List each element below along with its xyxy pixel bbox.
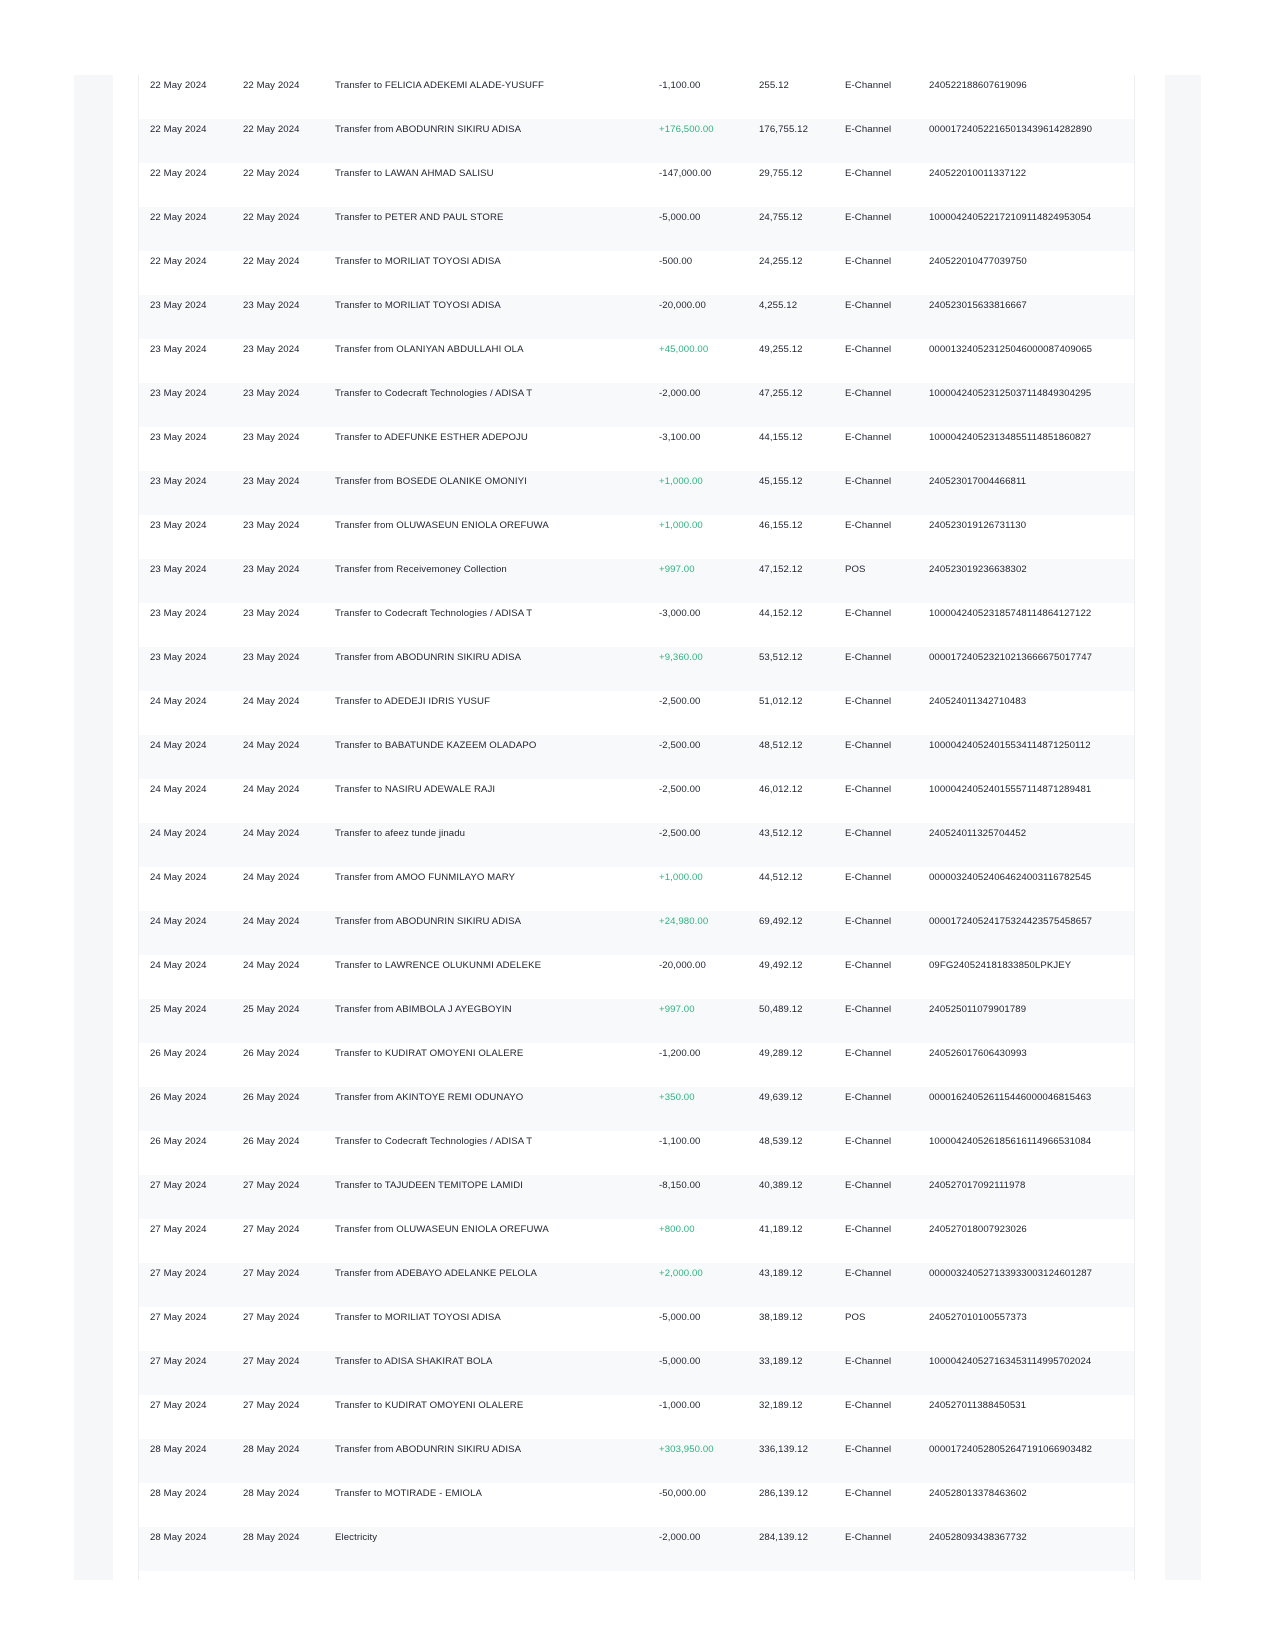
- description-cell: Transfer to MORILIAT TOYOSI ADISA: [335, 1312, 501, 1323]
- balance-cell: 255.12: [759, 80, 789, 91]
- value-date-cell: 22 May 2024: [243, 256, 300, 267]
- transaction-date-cell: 27 May 2024: [150, 1224, 207, 1235]
- amount-cell: -2,000.00: [659, 1532, 701, 1543]
- value-date-cell: 22 May 2024: [243, 124, 300, 135]
- value-date-cell: 23 May 2024: [243, 388, 300, 399]
- description-cell: Transfer from BOSEDE OLANIKE OMONIYI: [335, 476, 527, 487]
- description-cell: Transfer to Codecraft Technologies / ADISA T: [335, 1136, 533, 1147]
- description-cell: Transfer from OLUWASEUN ENIOLA OREFUWA: [335, 1224, 549, 1235]
- amount-cell: +997.00: [659, 1004, 695, 1015]
- transaction-date-cell: 24 May 2024: [150, 872, 207, 883]
- description-cell: Transfer to FELICIA ADEKEMI ALADE-YUSUFF: [335, 80, 544, 91]
- transaction-date-cell: 23 May 2024: [150, 652, 207, 663]
- channel-cell: E-Channel: [845, 80, 892, 91]
- value-date-cell: 22 May 2024: [243, 80, 300, 91]
- table-row: [139, 559, 1134, 603]
- description-cell: Transfer from ABODUNRIN SIKIRU ADISA: [335, 124, 522, 135]
- amount-cell: +1,000.00: [659, 872, 703, 883]
- reference-cell: 000017240522165013439614282890: [929, 124, 1093, 135]
- channel-cell: E-Channel: [845, 476, 892, 487]
- table-row: [139, 999, 1134, 1043]
- value-date-cell: 24 May 2024: [243, 696, 300, 707]
- channel-cell: E-Channel: [845, 520, 892, 531]
- channel-cell: E-Channel: [845, 872, 892, 883]
- balance-cell: 48,539.12: [759, 1136, 803, 1147]
- balance-cell: 176,755.12: [759, 124, 809, 135]
- value-date-cell: 23 May 2024: [243, 476, 300, 487]
- balance-cell: 49,255.12: [759, 344, 803, 355]
- reference-cell: 100004240524015534114871250112: [929, 740, 1091, 751]
- reference-cell: 100004240526185616114966531084: [929, 1136, 1092, 1147]
- channel-cell: E-Channel: [845, 1136, 892, 1147]
- balance-cell: 44,512.12: [759, 872, 803, 883]
- table-row: [139, 1219, 1134, 1263]
- value-date-cell: 26 May 2024: [243, 1092, 300, 1103]
- amount-cell: +176,500.00: [659, 124, 714, 135]
- balance-cell: 44,152.12: [759, 608, 803, 619]
- value-date-cell: 24 May 2024: [243, 740, 300, 751]
- channel-cell: E-Channel: [845, 1092, 892, 1103]
- channel-cell: E-Channel: [845, 784, 892, 795]
- channel-cell: E-Channel: [845, 124, 892, 135]
- value-date-cell: 28 May 2024: [243, 1532, 300, 1543]
- description-cell: Transfer from Receivemoney Collection: [335, 564, 507, 575]
- channel-cell: E-Channel: [845, 1268, 892, 1279]
- description-cell: Transfer to Codecraft Technologies / ADISA T: [335, 608, 533, 619]
- amount-cell: +303,950.00: [659, 1444, 714, 1455]
- channel-cell: E-Channel: [845, 168, 892, 179]
- channel-cell: E-Channel: [845, 432, 892, 443]
- description-cell: Transfer to PETER AND PAUL STORE: [335, 212, 504, 223]
- balance-cell: 41,189.12: [759, 1224, 803, 1235]
- balance-cell: 43,512.12: [759, 828, 803, 839]
- reference-cell: 240525011079901789: [929, 1004, 1027, 1015]
- description-cell: Electricity: [335, 1532, 378, 1543]
- table-row: [139, 207, 1134, 251]
- reference-cell: 000017240528052647191066903482: [929, 1444, 1093, 1455]
- value-date-cell: 23 May 2024: [243, 300, 300, 311]
- channel-cell: E-Channel: [845, 1224, 892, 1235]
- value-date-cell: 25 May 2024: [243, 1004, 300, 1015]
- reference-cell: 100004240523134855114851860827: [929, 432, 1092, 443]
- balance-cell: 38,189.12: [759, 1312, 803, 1323]
- reference-cell: 000003240527133933003124601287: [929, 1268, 1093, 1279]
- amount-cell: -3,000.00: [659, 608, 701, 619]
- channel-cell: E-Channel: [845, 696, 892, 707]
- transaction-date-cell: 22 May 2024: [150, 168, 207, 179]
- description-cell: Transfer from ABIMBOLA J AYEGBOYIN: [335, 1004, 512, 1015]
- amount-cell: +24,980.00: [659, 916, 709, 927]
- transactions-table-body: [139, 75, 1134, 1571]
- value-date-cell: 27 May 2024: [243, 1180, 300, 1191]
- amount-cell: -2,500.00: [659, 828, 701, 839]
- amount-cell: -50,000.00: [659, 1488, 706, 1499]
- channel-cell: E-Channel: [845, 1004, 892, 1015]
- reference-cell: 09FG240524181833850LPKJEY: [929, 960, 1072, 971]
- reference-cell: 240522010477039750: [929, 256, 1027, 267]
- table-row: [139, 1307, 1134, 1351]
- transaction-date-cell: 27 May 2024: [150, 1356, 207, 1367]
- transaction-date-cell: 23 May 2024: [150, 344, 207, 355]
- reference-cell: 240527010100557373: [929, 1312, 1027, 1323]
- page-margin-left: [74, 75, 113, 1580]
- balance-cell: 4,255.12: [759, 300, 798, 311]
- table-row: [139, 1131, 1134, 1175]
- amount-cell: -5,000.00: [659, 1356, 701, 1367]
- description-cell: Transfer to KUDIRAT OMOYENI OLALERE: [335, 1048, 524, 1059]
- balance-cell: 24,255.12: [759, 256, 803, 267]
- reference-cell: 100004240527163453114995702024: [929, 1356, 1092, 1367]
- value-date-cell: 27 May 2024: [243, 1312, 300, 1323]
- channel-cell: E-Channel: [845, 388, 892, 399]
- channel-cell: E-Channel: [845, 1488, 892, 1499]
- transaction-date-cell: 23 May 2024: [150, 564, 207, 575]
- reference-cell: 000003240524064624003116782545: [929, 872, 1092, 883]
- value-date-cell: 23 May 2024: [243, 344, 300, 355]
- transaction-date-cell: 24 May 2024: [150, 784, 207, 795]
- description-cell: Transfer to TAJUDEEN TEMITOPE LAMIDI: [335, 1180, 524, 1191]
- value-date-cell: 28 May 2024: [243, 1488, 300, 1499]
- transaction-date-cell: 25 May 2024: [150, 1004, 207, 1015]
- amount-cell: -3,100.00: [659, 432, 701, 443]
- amount-cell: -5,000.00: [659, 212, 701, 223]
- transaction-date-cell: 22 May 2024: [150, 124, 207, 135]
- transaction-date-cell: 23 May 2024: [150, 476, 207, 487]
- balance-cell: 29,755.12: [759, 168, 803, 179]
- table-row: [139, 1483, 1134, 1527]
- balance-cell: 69,492.12: [759, 916, 803, 927]
- description-cell: Transfer from OLUWASEUN ENIOLA OREFUWA: [335, 520, 549, 531]
- table-row: [139, 251, 1134, 295]
- reference-cell: 100004240523185748114864127122: [929, 608, 1092, 619]
- reference-cell: 240526017606430993: [929, 1048, 1027, 1059]
- table-row: [139, 1395, 1134, 1439]
- table-row: [139, 779, 1134, 823]
- balance-cell: 45,155.12: [759, 476, 803, 487]
- amount-cell: -1,100.00: [659, 1136, 701, 1147]
- amount-cell: -2,000.00: [659, 388, 701, 399]
- balance-cell: 51,012.12: [759, 696, 803, 707]
- balance-cell: 46,012.12: [759, 784, 803, 795]
- description-cell: Transfer to BABATUNDE KAZEEM OLADAPO: [335, 740, 537, 751]
- amount-cell: -500.00: [659, 256, 693, 267]
- reference-cell: 240523017004466811: [929, 476, 1027, 487]
- amount-cell: -20,000.00: [659, 960, 706, 971]
- reference-cell: 240524011325704452: [929, 828, 1027, 839]
- reference-cell: 240527017092111978: [929, 1180, 1026, 1191]
- amount-cell: +2,000.00: [659, 1268, 703, 1279]
- transaction-date-cell: 22 May 2024: [150, 212, 207, 223]
- balance-cell: 336,139.12: [759, 1444, 809, 1455]
- channel-cell: E-Channel: [845, 1400, 892, 1411]
- channel-cell: E-Channel: [845, 960, 892, 971]
- value-date-cell: 27 May 2024: [243, 1356, 300, 1367]
- amount-cell: +800.00: [659, 1224, 695, 1235]
- transaction-date-cell: 24 May 2024: [150, 740, 207, 751]
- transaction-date-cell: 27 May 2024: [150, 1312, 207, 1323]
- balance-cell: 49,639.12: [759, 1092, 803, 1103]
- reference-cell: 240527011388450531: [929, 1400, 1027, 1411]
- value-date-cell: 23 May 2024: [243, 608, 300, 619]
- transaction-date-cell: 26 May 2024: [150, 1136, 207, 1147]
- transaction-date-cell: 24 May 2024: [150, 960, 207, 971]
- description-cell: Transfer to ADEDEJI IDRIS YUSUF: [335, 696, 491, 707]
- channel-cell: POS: [845, 1312, 866, 1323]
- value-date-cell: 27 May 2024: [243, 1224, 300, 1235]
- description-cell: Transfer to ADISA SHAKIRAT BOLA: [335, 1356, 493, 1367]
- channel-cell: E-Channel: [845, 1048, 892, 1059]
- table-row: [139, 339, 1134, 383]
- reference-cell: 000017240524175324423575458657: [929, 916, 1093, 927]
- amount-cell: -2,500.00: [659, 696, 701, 707]
- channel-cell: E-Channel: [845, 740, 892, 751]
- table-row: [139, 691, 1134, 735]
- amount-cell: -2,500.00: [659, 784, 701, 795]
- value-date-cell: 23 May 2024: [243, 564, 300, 575]
- amount-cell: +1,000.00: [659, 520, 703, 531]
- table-row: [139, 647, 1134, 691]
- table-row: [139, 1527, 1134, 1571]
- description-cell: Transfer from ABODUNRIN SIKIRU ADISA: [335, 652, 522, 663]
- channel-cell: E-Channel: [845, 212, 892, 223]
- balance-cell: 50,489.12: [759, 1004, 803, 1015]
- description-cell: Transfer to KUDIRAT OMOYENI OLALERE: [335, 1400, 524, 1411]
- reference-cell: 000013240523125046000087409065: [929, 344, 1093, 355]
- channel-cell: E-Channel: [845, 608, 892, 619]
- channel-cell: POS: [845, 564, 866, 575]
- table-row: [139, 1175, 1134, 1219]
- table-row: [139, 1043, 1134, 1087]
- value-date-cell: 27 May 2024: [243, 1268, 300, 1279]
- value-date-cell: 24 May 2024: [243, 916, 300, 927]
- value-date-cell: 24 May 2024: [243, 872, 300, 883]
- value-date-cell: 28 May 2024: [243, 1444, 300, 1455]
- balance-cell: 43,189.12: [759, 1268, 803, 1279]
- description-cell: Transfer from ABODUNRIN SIKIRU ADISA: [335, 1444, 522, 1455]
- table-row: [139, 295, 1134, 339]
- description-cell: Transfer to Codecraft Technologies / ADISA T: [335, 388, 533, 399]
- description-cell: Transfer to MORILIAT TOYOSI ADISA: [335, 256, 501, 267]
- description-cell: Transfer from AKINTOYE REMI ODUNAYO: [335, 1092, 524, 1103]
- reference-cell: 240524011342710483: [929, 696, 1027, 707]
- reference-cell: 240523019126731130: [929, 520, 1027, 531]
- reference-cell: 240522188607619096: [929, 80, 1027, 91]
- table-row: [139, 1263, 1134, 1307]
- balance-cell: 47,255.12: [759, 388, 803, 399]
- channel-cell: E-Channel: [845, 916, 892, 927]
- balance-cell: 40,389.12: [759, 1180, 803, 1191]
- transaction-date-cell: 23 May 2024: [150, 520, 207, 531]
- transaction-date-cell: 26 May 2024: [150, 1092, 207, 1103]
- channel-cell: E-Channel: [845, 1444, 892, 1455]
- balance-cell: 48,512.12: [759, 740, 803, 751]
- channel-cell: E-Channel: [845, 300, 892, 311]
- table-row: [139, 75, 1134, 119]
- description-cell: Transfer to LAWRENCE OLUKUNMI ADELEKE: [335, 960, 542, 971]
- balance-cell: 49,289.12: [759, 1048, 803, 1059]
- channel-cell: E-Channel: [845, 1180, 892, 1191]
- description-cell: Transfer to afeez tunde jinadu: [335, 828, 466, 839]
- transaction-date-cell: 23 May 2024: [150, 388, 207, 399]
- balance-cell: 44,155.12: [759, 432, 803, 443]
- amount-cell: -1,000.00: [659, 1400, 701, 1411]
- balance-cell: 32,189.12: [759, 1400, 803, 1411]
- value-date-cell: 26 May 2024: [243, 1048, 300, 1059]
- description-cell: Transfer to NASIRU ADEWALE RAJI: [335, 784, 496, 795]
- reference-cell: 100004240522172109114824953054: [929, 212, 1092, 223]
- transaction-date-cell: 28 May 2024: [150, 1444, 207, 1455]
- transaction-date-cell: 22 May 2024: [150, 80, 207, 91]
- table-row: [139, 955, 1134, 999]
- amount-cell: +45,000.00: [659, 344, 709, 355]
- value-date-cell: 22 May 2024: [243, 212, 300, 223]
- value-date-cell: 27 May 2024: [243, 1400, 300, 1411]
- balance-cell: 53,512.12: [759, 652, 803, 663]
- transaction-date-cell: 23 May 2024: [150, 608, 207, 619]
- reference-cell: 240523015633816667: [929, 300, 1027, 311]
- table-row: [139, 427, 1134, 471]
- value-date-cell: 23 May 2024: [243, 652, 300, 663]
- transaction-date-cell: 27 May 2024: [150, 1400, 207, 1411]
- description-cell: Transfer from ABODUNRIN SIKIRU ADISA: [335, 916, 522, 927]
- balance-cell: 49,492.12: [759, 960, 803, 971]
- description-cell: Transfer to ADEFUNKE ESTHER ADEPOJU: [335, 432, 528, 443]
- channel-cell: E-Channel: [845, 1356, 892, 1367]
- transaction-date-cell: 24 May 2024: [150, 916, 207, 927]
- value-date-cell: 26 May 2024: [243, 1136, 300, 1147]
- balance-cell: 24,755.12: [759, 212, 803, 223]
- amount-cell: -20,000.00: [659, 300, 706, 311]
- table-row: [139, 823, 1134, 867]
- balance-cell: 286,139.12: [759, 1488, 809, 1499]
- table-row: [139, 735, 1134, 779]
- amount-cell: +350.00: [659, 1092, 695, 1103]
- balance-cell: 46,155.12: [759, 520, 803, 531]
- reference-cell: 100004240523125037114849304295: [929, 388, 1092, 399]
- channel-cell: E-Channel: [845, 256, 892, 267]
- transaction-date-cell: 28 May 2024: [150, 1532, 207, 1543]
- value-date-cell: 22 May 2024: [243, 168, 300, 179]
- table-row: [139, 119, 1134, 163]
- description-cell: Transfer to LAWAN AHMAD SALISU: [335, 168, 494, 179]
- value-date-cell: 23 May 2024: [243, 432, 300, 443]
- balance-cell: 33,189.12: [759, 1356, 803, 1367]
- table-row: [139, 911, 1134, 955]
- reference-cell: 240528013378463602: [929, 1488, 1027, 1499]
- value-date-cell: 24 May 2024: [243, 784, 300, 795]
- amount-cell: -8,150.00: [659, 1180, 701, 1191]
- description-cell: Transfer from ADEBAYO ADELANKE PELOLA: [335, 1268, 538, 1279]
- amount-cell: -2,500.00: [659, 740, 701, 751]
- transaction-date-cell: 23 May 2024: [150, 432, 207, 443]
- amount-cell: +997.00: [659, 564, 695, 575]
- reference-cell: 000016240526115446000046815463: [929, 1092, 1092, 1103]
- table-row: [139, 1087, 1134, 1131]
- channel-cell: E-Channel: [845, 1532, 892, 1543]
- table-row: [139, 867, 1134, 911]
- page-margin-right: [1165, 75, 1201, 1580]
- transaction-date-cell: 24 May 2024: [150, 696, 207, 707]
- channel-cell: E-Channel: [845, 344, 892, 355]
- description-cell: Transfer to MORILIAT TOYOSI ADISA: [335, 300, 501, 311]
- reference-cell: 240522010011337122: [929, 168, 1027, 179]
- reference-cell: 240527018007923026: [929, 1224, 1027, 1235]
- reference-cell: 100004240524015557114871289481: [929, 784, 1092, 795]
- table-row: [139, 1439, 1134, 1483]
- amount-cell: -1,100.00: [659, 80, 701, 91]
- description-cell: Transfer from OLANIYAN ABDULLAHI OLA: [335, 344, 524, 355]
- transactions-table: [138, 75, 1135, 1580]
- table-row: [139, 471, 1134, 515]
- amount-cell: +1,000.00: [659, 476, 703, 487]
- balance-cell: 284,139.12: [759, 1532, 809, 1543]
- table-row: [139, 163, 1134, 207]
- transaction-date-cell: 28 May 2024: [150, 1488, 207, 1499]
- transaction-date-cell: 27 May 2024: [150, 1268, 207, 1279]
- amount-cell: -1,200.00: [659, 1048, 701, 1059]
- amount-cell: -5,000.00: [659, 1312, 701, 1323]
- description-cell: Transfer to MOTIRADE - EMIOLA: [335, 1488, 483, 1499]
- transaction-date-cell: 23 May 2024: [150, 300, 207, 311]
- amount-cell: +9,360.00: [659, 652, 703, 663]
- channel-cell: E-Channel: [845, 652, 892, 663]
- reference-cell: 240528093438367732: [929, 1532, 1027, 1543]
- amount-cell: -147,000.00: [659, 168, 712, 179]
- table-row: [139, 603, 1134, 647]
- transaction-date-cell: 27 May 2024: [150, 1180, 207, 1191]
- transaction-date-cell: 22 May 2024: [150, 256, 207, 267]
- description-cell: Transfer from AMOO FUNMILAYO MARY: [335, 872, 516, 883]
- value-date-cell: 24 May 2024: [243, 828, 300, 839]
- value-date-cell: 24 May 2024: [243, 960, 300, 971]
- transaction-date-cell: 26 May 2024: [150, 1048, 207, 1059]
- table-row: [139, 1351, 1134, 1395]
- channel-cell: E-Channel: [845, 828, 892, 839]
- balance-cell: 47,152.12: [759, 564, 803, 575]
- value-date-cell: 23 May 2024: [243, 520, 300, 531]
- reference-cell: 240523019236638302: [929, 564, 1027, 575]
- transaction-date-cell: 24 May 2024: [150, 828, 207, 839]
- reference-cell: 000017240523210213666675017747: [929, 652, 1093, 663]
- table-row: [139, 515, 1134, 559]
- table-row: [139, 383, 1134, 427]
